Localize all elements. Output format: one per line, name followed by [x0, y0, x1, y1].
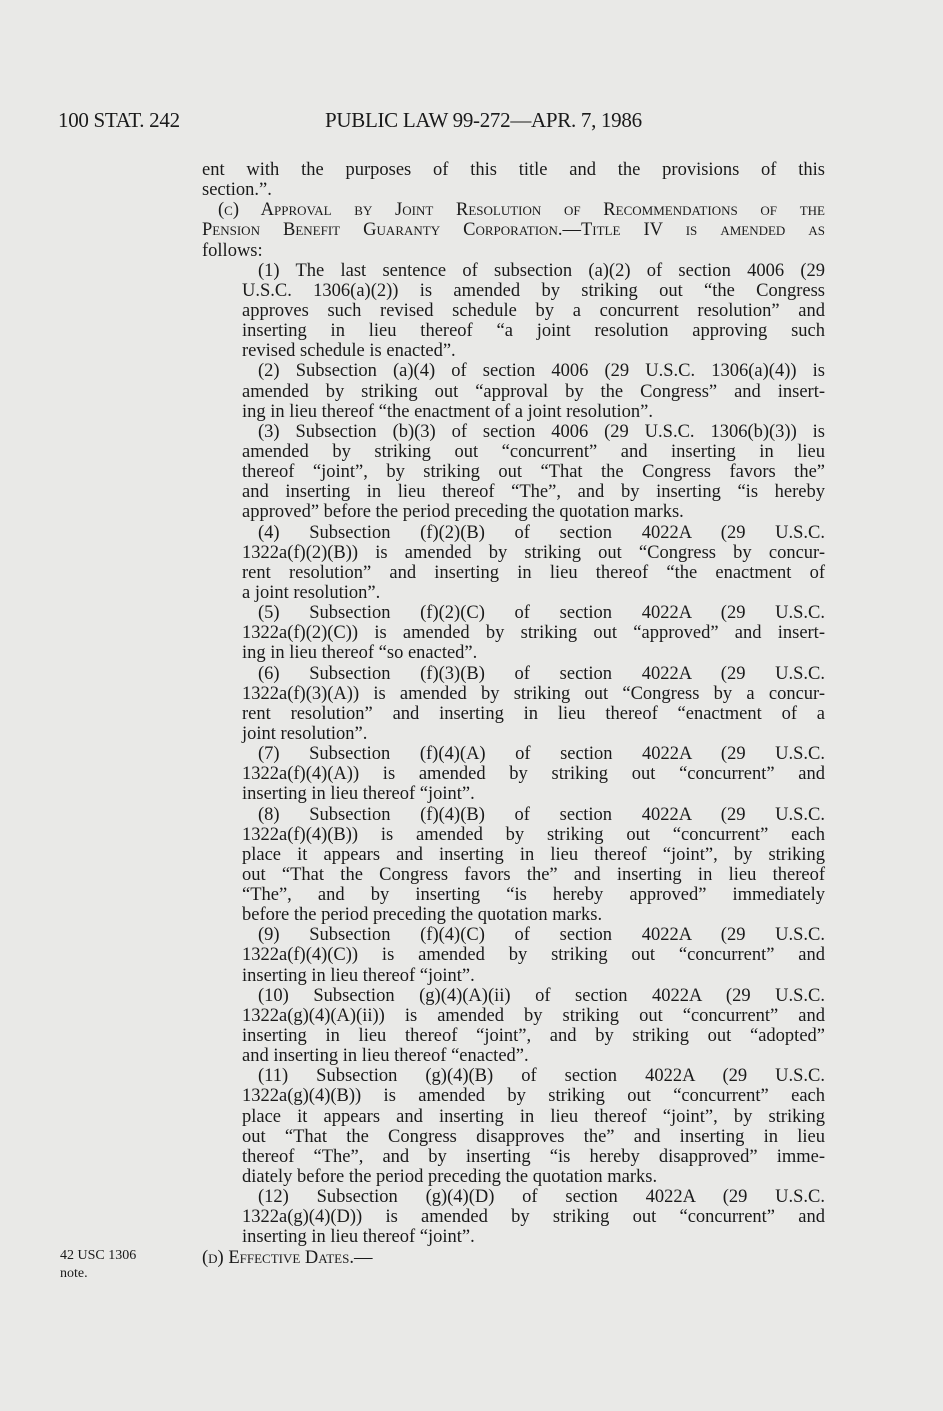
amendment-paragraph	[202, 805, 825, 926]
text-line: 1322a(f)(2)(B)) is amended by striking out “Congress by concur-	[242, 542, 825, 563]
margin-note-line: note.	[60, 1266, 88, 1281]
text-line: before the period preceding the quotation marks.	[242, 905, 603, 926]
text-line: thereof “joint”, by striking out “That the Congress favors the”	[242, 462, 825, 483]
amendment-paragraph	[202, 986, 825, 1067]
text-line: and inserting in lieu thereof “The”, and by inserting “is hereby	[242, 482, 825, 503]
text-line: inserting in lieu thereof “a joint resolution approving such	[242, 321, 825, 342]
text-line: (1) The last sentence of subsection (a)(2) of section 4006 (29	[258, 260, 825, 281]
amendment-paragraph	[202, 664, 825, 745]
text-line: (3) Subsection (b)(3) of section 4006 (29 U.S.C. 1306(b)(3)) is	[258, 421, 825, 442]
text-line: follows:	[202, 240, 263, 261]
amendment-paragraph	[202, 523, 825, 604]
text-line: out “That the Congress favors the” and inserting in lieu thereof	[242, 864, 825, 885]
amendment-paragraph	[202, 1187, 825, 1247]
text-line: diately before the period preceding the quotation marks.	[242, 1167, 658, 1188]
text-line: inserting in lieu thereof “joint”.	[242, 965, 475, 986]
text-line: rent resolution” and inserting in lieu thereof “the enactment of	[242, 562, 825, 583]
text-line: (8) Subsection (f)(4)(B) of section 4022A (29 U.S.C.	[258, 804, 825, 825]
paragraph	[202, 160, 825, 200]
text-line: (10) Subsection (g)(4)(A)(ii) of section 4022A (29 U.S.C.	[258, 985, 825, 1006]
text-line: place it appears and inserting in lieu thereof “joint”, by striking	[242, 1106, 825, 1127]
text-line: (11) Subsection (g)(4)(B) of section 4022A (29 U.S.C.	[258, 1066, 825, 1087]
text-line: (5) Subsection (f)(2)(C) of section 4022A (29 U.S.C.	[258, 603, 825, 624]
text-line: amended by striking out “approval by the Congress” and insert-	[242, 381, 825, 402]
text-line: 1322a(f)(4)(C)) is amended by striking out “concurrent” and	[242, 945, 825, 966]
text-line: joint resolution”.	[242, 723, 368, 744]
text-line: ent with the purposes of this title and the provisions of this	[202, 160, 825, 180]
amendment-paragraph	[202, 744, 825, 804]
text-line: amended by striking out “concurrent” and inserting in lieu	[242, 441, 825, 462]
text-line: 1322a(g)(4)(B)) is amended by striking out “concurrent” each	[242, 1086, 825, 1107]
page-stat-citation: 100 STAT. 242	[58, 108, 180, 132]
text-line: approved” before the period preceding the quotation marks.	[242, 502, 684, 523]
amendment-paragraph	[202, 925, 825, 985]
text-line: 1322a(f)(4)(A)) is amended by striking out “concurrent” and	[242, 764, 825, 785]
text-line: inserting in lieu thereof “joint”, and by striking out “adopted”	[242, 1026, 825, 1047]
amendment-paragraph	[202, 1066, 825, 1187]
text-line: Pension Benefit Guaranty Corporation.—Title IV is amended as	[202, 220, 825, 241]
text-line: (6) Subsection (f)(3)(B) of section 4022A (29 U.S.C.	[258, 663, 825, 684]
amendment-paragraph	[202, 603, 825, 663]
text-line: a joint resolution”.	[242, 582, 381, 603]
text-line: (4) Subsection (f)(2)(B) of section 4022A (29 U.S.C.	[258, 522, 825, 543]
text-line: section.”.	[202, 180, 272, 201]
amendment-paragraph	[202, 361, 825, 421]
text-line: 1322a(f)(3)(A)) is amended by striking out “Congress by a concur-	[242, 683, 825, 704]
document-body	[202, 160, 825, 1268]
text-line: (7) Subsection (f)(4)(A) of section 4022A (29 U.S.C.	[258, 744, 825, 765]
text-line: (12) Subsection (g)(4)(D) of section 4022A (29 U.S.C.	[258, 1187, 825, 1208]
text-line: “The”, and by inserting “is hereby approved” immediately	[242, 885, 825, 906]
amendment-paragraph	[202, 261, 825, 362]
amendment-paragraph	[202, 422, 825, 523]
text-line: 1322a(g)(4)(A)(ii)) is amended by striking out “concurrent” and	[242, 1005, 825, 1026]
margin-note	[60, 1247, 136, 1283]
running-header: PUBLIC LAW 99-272—APR. 7, 1986	[325, 108, 642, 132]
text-line: ing in lieu thereof “so enacted”.	[242, 643, 478, 664]
margin-note-line: 42 USC 1306	[60, 1248, 137, 1263]
text-line: (2) Subsection (a)(4) of section 4006 (29 U.S.C. 1306(a)(4)) is	[258, 361, 825, 382]
text-line: ing in lieu thereof “the enactment of a joint resolution”.	[242, 401, 653, 422]
text-line: thereof “The”, and by inserting “is hereby disapproved” imme-	[242, 1146, 825, 1167]
text-line: inserting in lieu thereof “joint”.	[242, 1227, 475, 1248]
subsection-d-heading	[202, 1248, 825, 1268]
text-line: and inserting in lieu thereof “enacted”.	[242, 1046, 529, 1067]
text-line: 1322a(g)(4)(D)) is amended by striking out “concurrent” and	[242, 1207, 825, 1228]
text-line: 1322a(f)(2)(C)) is amended by striking out “approved” and insert-	[242, 623, 825, 644]
text-line: U.S.C. 1306(a)(2)) is amended by striking out “the Congress	[242, 280, 825, 301]
text-line: 1322a(f)(4)(B)) is amended by striking out “concurrent” each	[242, 824, 825, 845]
text-line: (c) Approval by Joint Resolution of Recommendations of the	[218, 200, 825, 221]
text-line: approves such revised schedule by a concurrent resolution” and	[242, 300, 825, 321]
text-line: place it appears and inserting in lieu thereof “joint”, by striking	[242, 844, 825, 865]
text-line: (9) Subsection (f)(4)(C) of section 4022A (29 U.S.C.	[258, 925, 825, 946]
text-line: inserting in lieu thereof “joint”.	[242, 784, 475, 805]
text-line: out “That the Congress disapproves the” and inserting in lieu	[242, 1126, 825, 1147]
text-line: revised schedule is enacted”.	[242, 341, 456, 362]
text-line: rent resolution” and inserting in lieu thereof “enactment of a	[242, 703, 825, 724]
subsection-c	[202, 200, 825, 260]
text-line: (d) Effective Dates.—	[202, 1247, 373, 1268]
